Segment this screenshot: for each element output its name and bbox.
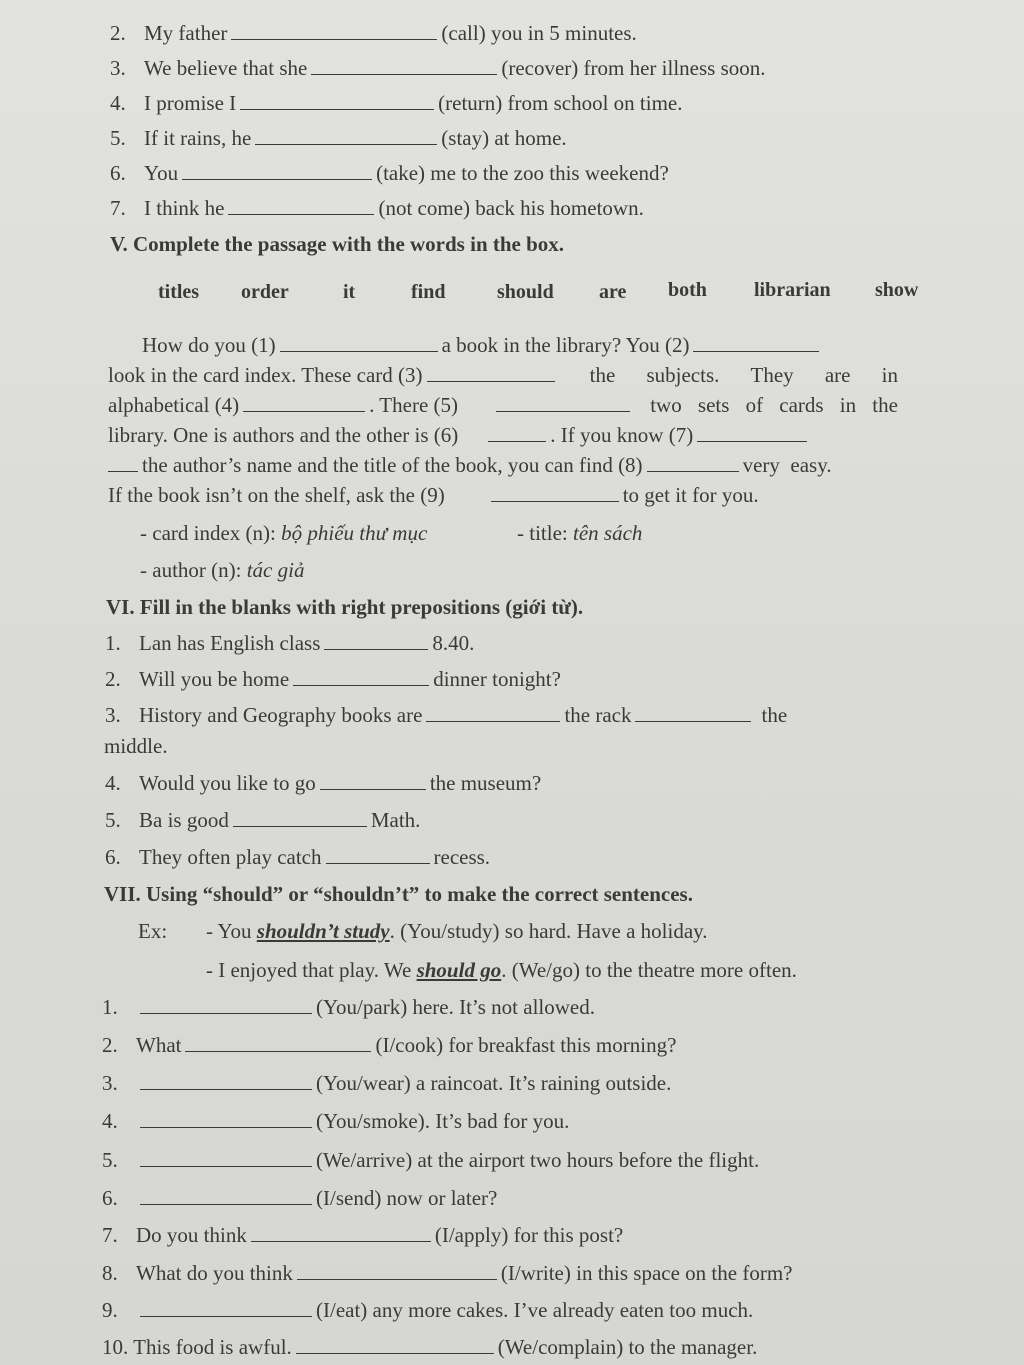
list-item: 6. You (take) me to the zoo this weekend? (110, 161, 669, 185)
section-heading: V. Complete the passage with the words in the box. (110, 232, 565, 256)
answer-blank[interactable] (647, 453, 739, 472)
section-heading: VI. Fill in the blanks with right prepositions (giới từ). (106, 595, 584, 619)
answer-blank[interactable] (697, 423, 807, 442)
passage-line: If the book isn’t on the shelf, ask the (9) to get it for you. (108, 483, 759, 507)
answer-blank[interactable] (243, 393, 365, 412)
passage-line: How do you (1) a book in the library? You (2) (142, 332, 823, 358)
answer-blank[interactable] (255, 126, 437, 145)
passage-line: library. One is authors and the other is (6) . If you know (7) (108, 422, 811, 448)
box-word: both (668, 279, 707, 301)
answer-blank[interactable] (231, 21, 437, 40)
answer-blank[interactable] (140, 995, 312, 1014)
list-item: 2. My father (call) you in 5 minutes. (110, 21, 637, 45)
list-item: 9. (I/eat) any more cakes. I’ve already eaten too much. (102, 1298, 754, 1322)
answer-blank[interactable] (108, 453, 138, 472)
list-item: 5. (We/arrive) at the airport two hours before the flight. (102, 1148, 760, 1172)
box-word: should (497, 281, 554, 303)
answer-blank[interactable] (140, 1298, 312, 1317)
passage-line: alphabetical (4) . There (5) two sets of cards in the (108, 393, 898, 417)
box-word: it (343, 281, 356, 303)
list-item: 3. (You/wear) a raincoat. It’s raining outside. (102, 1071, 672, 1095)
box-word: librarian (754, 279, 831, 301)
list-item: 5. Ba is good Math. (105, 808, 421, 832)
answer-blank[interactable] (140, 1071, 312, 1090)
answer-blank[interactable] (280, 333, 438, 352)
section-heading: VII. Using “should” or “shouldn’t” to make the correct sentences. (104, 882, 693, 906)
list-item: 1. Lan has English class 8.40. (105, 631, 475, 655)
list-item: 1. (You/park) here. It’s not allowed. (102, 995, 595, 1019)
answer-blank[interactable] (496, 393, 630, 412)
list-item: 7. I think he (not come) back his hometown. (110, 196, 644, 220)
answer-blank[interactable] (185, 1033, 371, 1052)
list-item: 5. If it rains, he (stay) at home. (110, 126, 567, 150)
list-item: 2. What (I/cook) for breakfast this morning? (102, 1033, 677, 1057)
answer-blank[interactable] (240, 91, 434, 110)
answer-blank[interactable] (296, 1335, 494, 1354)
answer-blank[interactable] (297, 1261, 497, 1280)
list-item: 6. They often play catch recess. (105, 845, 491, 869)
answer-blank[interactable] (182, 161, 372, 180)
list-item: 8. What do you think (I/write) in this space on the form? (102, 1261, 793, 1285)
list-item: 2. Will you be home dinner tonight? (105, 667, 561, 691)
passage-line: look in the card index. These card (3) the subjects. They are in (108, 363, 898, 387)
list-item-continuation: middle. (104, 734, 168, 758)
answer-blank[interactable] (293, 667, 429, 686)
list-item: 4. I promise I (return) from school on time. (110, 91, 683, 115)
example-sentence: - I enjoyed that play. We should go. (We/go) to the theatre more often. (206, 958, 797, 982)
list-item: 6. (I/send) now or later? (102, 1186, 498, 1210)
box-word: show (875, 279, 919, 301)
example-sentence: - You shouldn’t study. (You/study) so hard. Have a holiday. (206, 919, 708, 943)
box-word: titles (158, 281, 200, 303)
answer-blank[interactable] (426, 703, 560, 722)
answer-blank[interactable] (140, 1186, 312, 1205)
passage-line: the author’s name and the title of the book, you can find (8) very easy. (108, 452, 832, 478)
glossary-item: - card index (n): bộ phiếu thư mục (140, 521, 428, 545)
glossary-item: - title: tên sách (517, 521, 643, 545)
list-item: 3. We believe that she (recover) from her illness soon. (110, 56, 766, 80)
answer-blank[interactable] (326, 845, 430, 864)
glossary-item: - author (n): tác giả (140, 558, 305, 582)
answer-blank[interactable] (140, 1148, 312, 1167)
answer-blank[interactable] (233, 808, 367, 827)
box-word: order (241, 281, 289, 303)
answer-blank[interactable] (311, 56, 497, 75)
list-item: 4. (You/smoke). It’s bad for you. (102, 1109, 570, 1133)
answer-blank[interactable] (635, 703, 751, 722)
answer-blank[interactable] (491, 483, 619, 502)
answer-blank[interactable] (228, 196, 374, 215)
box-word: are (599, 281, 627, 303)
answer-blank[interactable] (320, 771, 426, 790)
answer-blank[interactable] (251, 1223, 431, 1242)
list-item: 7. Do you think (I/apply) for this post? (102, 1223, 624, 1247)
answer-blank[interactable] (693, 333, 819, 352)
list-item: 3. History and Geography books are the rack the (105, 703, 788, 727)
example-label: Ex: (138, 919, 168, 943)
answer-blank[interactable] (324, 631, 428, 650)
list-item: 10. This food is awful. (We/complain) to the manager. (102, 1335, 758, 1359)
answer-blank[interactable] (488, 423, 546, 442)
list-item: 4. Would you like to go the museum? (105, 771, 542, 795)
answer-blank[interactable] (140, 1109, 312, 1128)
box-word: find (411, 281, 446, 303)
answer-blank[interactable] (427, 363, 555, 382)
